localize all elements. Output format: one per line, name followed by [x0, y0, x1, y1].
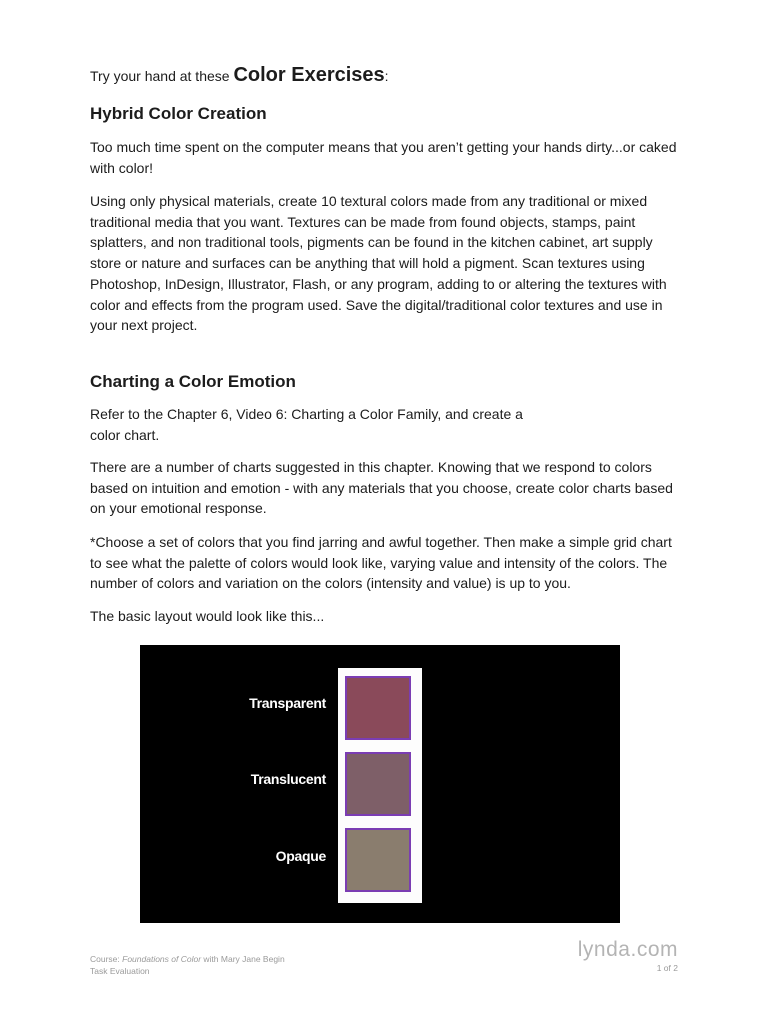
footer-course-title: Foundations of Color — [122, 954, 202, 964]
page-number: 1 of 2 — [656, 963, 678, 973]
logo-dot: . — [630, 938, 637, 961]
footer-course-line — [90, 953, 285, 965]
paragraph-s2-1b: color chart. — [90, 427, 160, 443]
label-opaque: Opaque — [275, 848, 326, 864]
paragraph-s2-4: The basic layout would look like this... — [90, 608, 325, 624]
logo-main: lynda — [577, 938, 631, 961]
label-transparent: Transparent — [249, 695, 326, 711]
logo-tld: com — [636, 938, 678, 961]
paragraph-s1-1: Too much time spent on the computer means that you aren’t getting your hands dirty...or caked with color! — [90, 139, 677, 176]
intro-emphasis: Color Exercises — [233, 64, 385, 86]
footer-task: Task Evaluation — [90, 966, 150, 976]
paragraph-s2-1: Refer to the Chapter 6, Video 6: Charting a Color Family, and create a — [90, 406, 523, 422]
paragraph-s1-2: Using only physical materials, create 10 textural colors made from any traditional or mixed traditional media that you want. Textures can be made from found objects, stamps, paint splatters, and non traditional tools, pigments can be found in the kitchen cabinet, art supply store or nature and surfaces can be anything that will hold a pigment. Scan textures using Photoshop, InDesign, Illustrator, Flash, or any program, adding to or altering the textures with color and effects from the program used. Save the digital/traditional color textures and use in your next project. — [90, 193, 667, 334]
intro-prefix: Try your hand at these — [90, 68, 234, 84]
swatch-transparent — [345, 676, 411, 740]
footer-course-prefix: Course: — [90, 954, 123, 964]
paragraph-s2-3: *Choose a set of colors that you find jarring and awful together. Then make a simple grid chart to see what the palette of colors would look like, varying value and intensity of the colors. The number of colors and variation on the colors (intensity and value) is up to you. — [90, 534, 672, 592]
footer-course-suffix: with Mary Jane Begin — [201, 954, 285, 964]
swatch-opaque — [345, 828, 411, 892]
swatch-strip — [338, 668, 422, 903]
label-translucent: Translucent — [250, 771, 326, 787]
lynda-logo — [578, 938, 678, 962]
intro-suffix: : — [384, 68, 389, 84]
intro-line — [90, 64, 389, 87]
footer-course-info — [90, 953, 285, 977]
heading-hybrid-color-creation: Hybrid Color Creation — [90, 104, 267, 123]
color-chart-figure — [140, 645, 620, 923]
swatch-translucent — [345, 752, 411, 816]
paragraph-s2-2: There are a number of charts suggested in this chapter. Knowing that we respond to colors based on intuition and emotion - with any materials that you choose, create color charts based on your emotional response. — [90, 459, 673, 517]
heading-charting-color-emotion: Charting a Color Emotion — [90, 372, 296, 391]
